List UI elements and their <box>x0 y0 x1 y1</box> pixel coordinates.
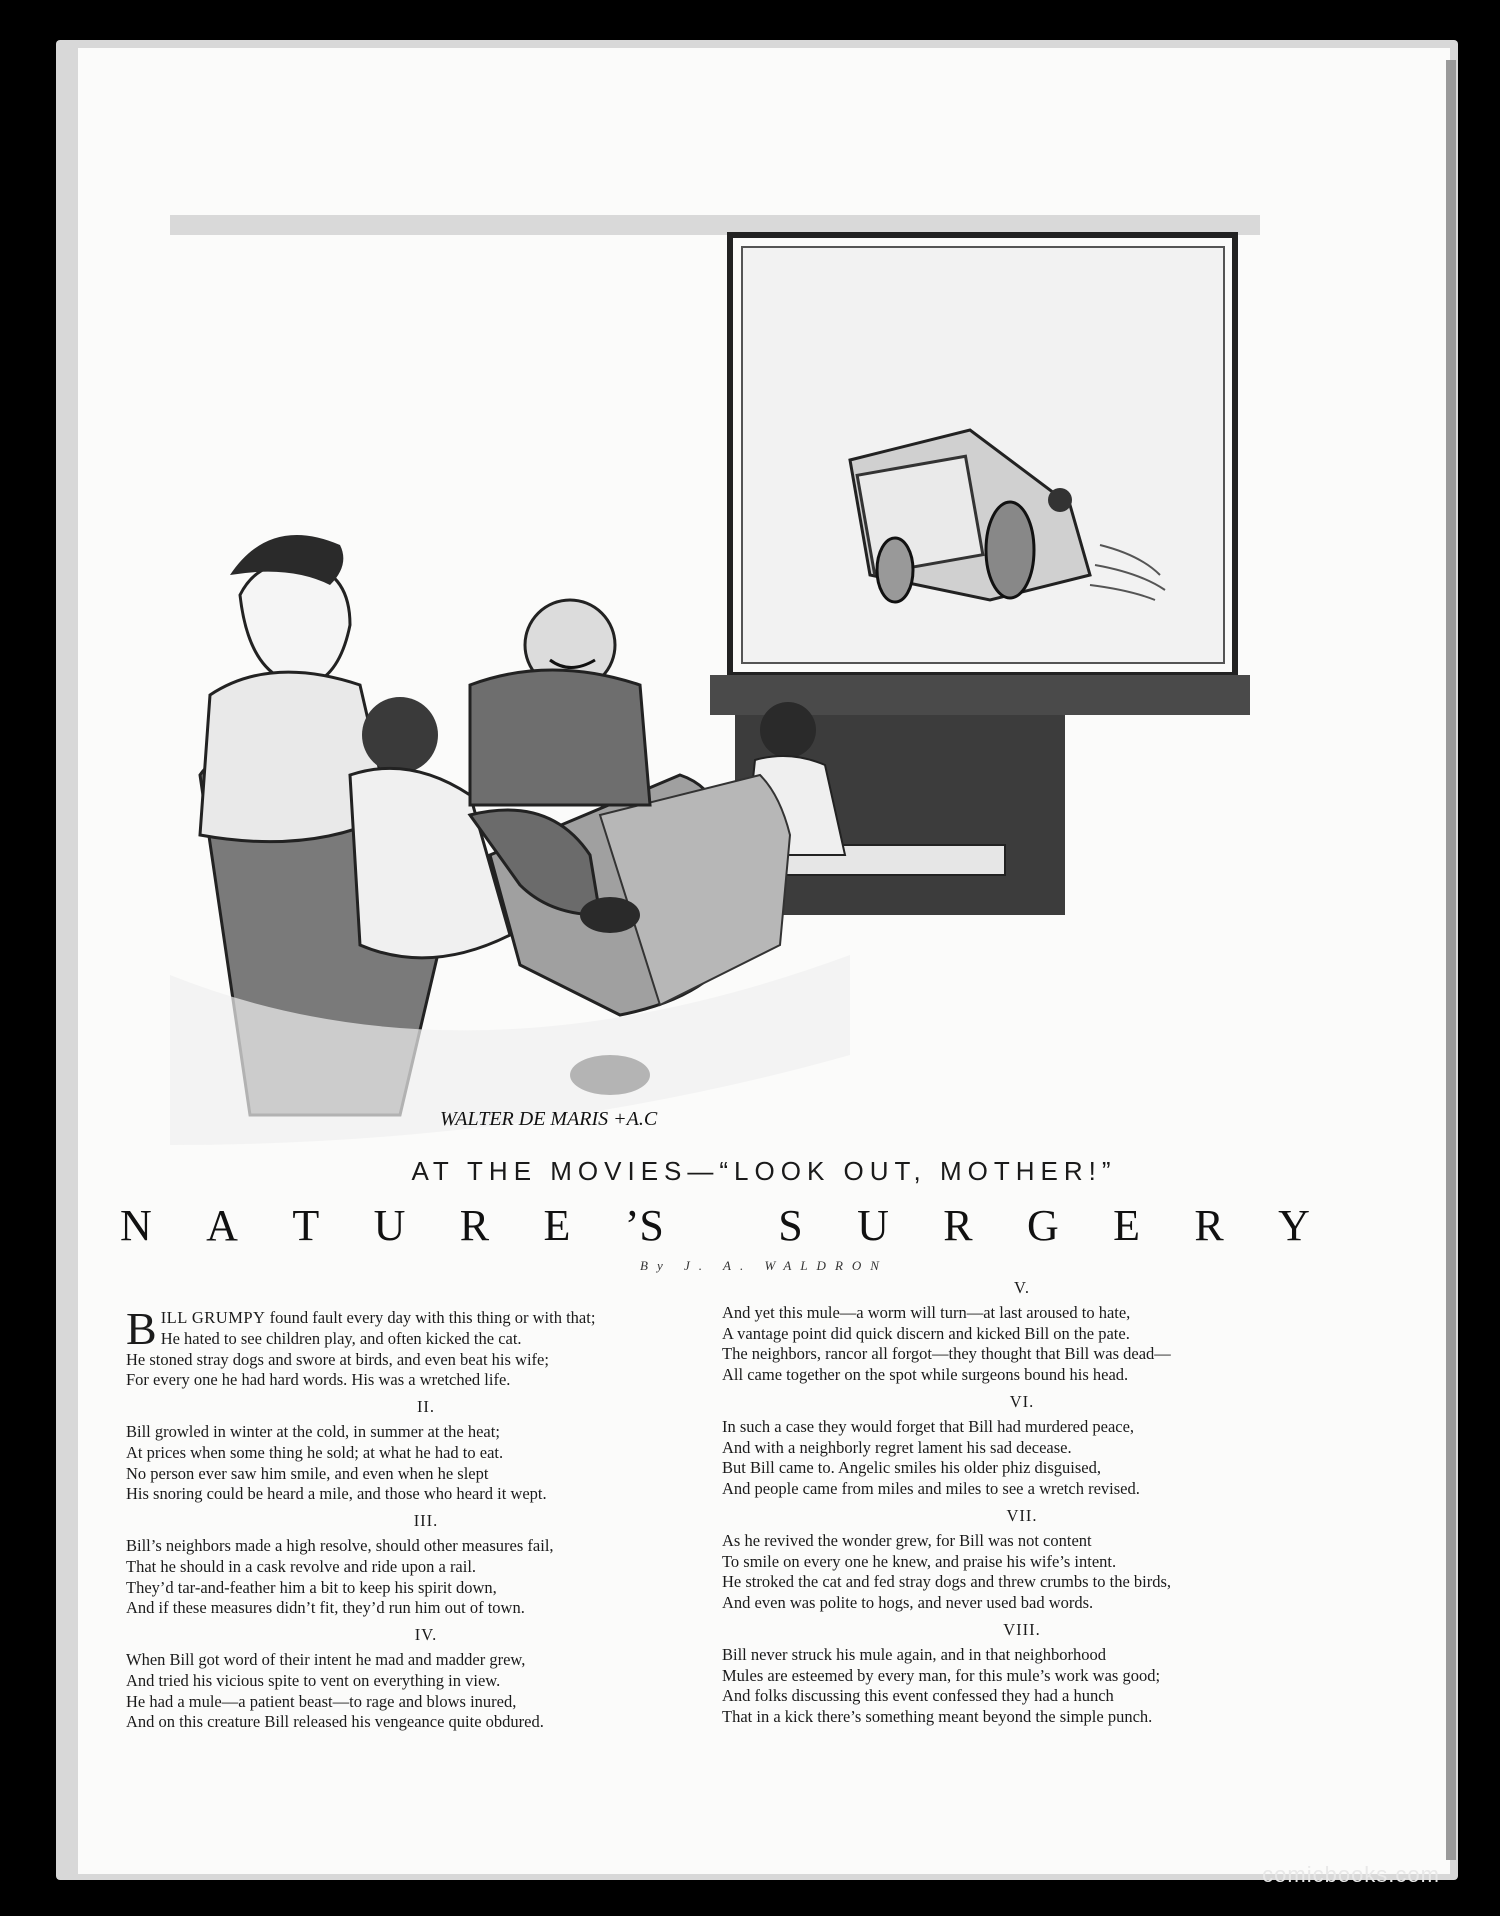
stanza-numeral: VIII. <box>1003 1619 1041 1639</box>
stanza-6 <box>722 1417 1322 1500</box>
stanza-1 <box>126 1303 726 1391</box>
binding-strip <box>1446 60 1456 1860</box>
byline: By J. A. WALDRON <box>640 1258 888 1273</box>
title-letter: U <box>373 1201 406 1250</box>
title-letter: S <box>778 1201 803 1250</box>
poem-title <box>120 1200 1310 1251</box>
stanza-line: And with a neighborly regret lament his sad decease. <box>722 1437 1072 1457</box>
stanza-line: And folks discussing this event confessed they had a hunch <box>722 1686 1114 1706</box>
laughing-man-figure <box>470 600 650 805</box>
opening-words: ILL GRUMPY <box>160 1308 266 1327</box>
stanza-line: His snoring could be heard a mile, and those who heard it wept. <box>126 1484 547 1504</box>
movie-theater-illustration <box>170 215 1260 1145</box>
title-letter: T <box>292 1201 320 1250</box>
stanza-line: As he revived the wonder grew, for Bill was not content <box>722 1530 1092 1550</box>
title-letter: A <box>206 1201 238 1250</box>
stanza-line: And even was polite to hogs, and never used bad words. <box>722 1593 1094 1613</box>
title-letter: U <box>857 1201 889 1250</box>
stanza-5 <box>722 1303 1322 1386</box>
site-watermark: comicbooks.com <box>1262 1862 1440 1887</box>
stanza-line: And yet this mule—a worm will turn—at last aroused to hate, <box>722 1302 1131 1322</box>
stanza-line: He stoned stray dogs and swore at birds, and even beat his wife; <box>126 1349 549 1369</box>
stanza-line: The neighbors, rancor all forgot—they thought that Bill was dead— <box>722 1344 1171 1364</box>
stanza-numeral: V. <box>1014 1278 1030 1297</box>
title-letter: E <box>543 1201 571 1250</box>
stanza-line: And if these measures didn’t fit, they’d run him out of town. <box>126 1598 525 1618</box>
stanza-line: found fault every day with this thing or with that; <box>265 1308 596 1327</box>
stanza-line: That in a kick there’s something meant beyond the simple punch. <box>722 1707 1153 1727</box>
stanza-line: When Bill got word of their intent he mad and madder grew, <box>126 1649 526 1669</box>
stanza-line: He stroked the cat and fed stray dogs and threw crumbs to the birds, <box>722 1572 1172 1592</box>
title-letter: R <box>1194 1201 1224 1250</box>
title-letter: R <box>459 1201 490 1250</box>
stanza-line: No person ever saw him smile, and even when he slept <box>126 1463 489 1483</box>
stanza-numeral: II. <box>416 1397 436 1417</box>
stanza-line: That he should in a cask revolve and ride upon a rail. <box>126 1556 477 1576</box>
stanza-line: They’d tar-and-feather him a bit to keep his spirit down, <box>126 1577 497 1597</box>
stanza-numeral: IV. <box>414 1625 438 1645</box>
stanza-numeral: VI. <box>1009 1391 1035 1411</box>
artist-signature: WALTER DE MARIS +A.C <box>440 1108 658 1130</box>
stanza-numeral: VII. <box>1006 1505 1038 1525</box>
stanza-8 <box>722 1645 1322 1728</box>
stanza-line: To smile on every one he knew, and praise his wife’s intent. <box>722 1551 1117 1571</box>
stanza-line: In such a case they would forget that Bill had murdered peace, <box>722 1416 1135 1436</box>
title-letter: N <box>120 1201 152 1250</box>
stanza-3 <box>126 1536 726 1619</box>
illustration-caption: AT THE MOVIES—“LOOK OUT, MOTHER!” <box>411 1156 1117 1186</box>
stanza-line: Bill’s neighbors made a high resolve, should other measures fail, <box>126 1535 554 1555</box>
stanza-2 <box>126 1422 726 1505</box>
stanza-4 <box>126 1650 726 1733</box>
drop-cap: B <box>126 1303 157 1354</box>
poem-right-column <box>722 1278 1322 1728</box>
stanza-line: And on this creature Bill released his vengeance quite obdured. <box>126 1712 544 1732</box>
stanza-line: Bill never struck his mule again, and in that neighborhood <box>722 1644 1107 1664</box>
stanza-line: But Bill came to. Angelic smiles his older phiz disguised, <box>722 1458 1102 1478</box>
stanza-line: Bill growled in winter at the cold, in summer at the heat; <box>126 1421 500 1441</box>
title-letter: E <box>1113 1201 1141 1250</box>
stanza-numeral: III. <box>413 1511 439 1531</box>
stanza-line: A vantage point did quick discern and kicked Bill on the pate. <box>722 1323 1130 1343</box>
stanza-7 <box>722 1531 1322 1614</box>
stanza-line: He had a mule—a patient beast—to rage and blows inured, <box>126 1691 517 1711</box>
stanza-line: And tried his vicious spite to vent on everything in view. <box>126 1670 501 1690</box>
stanza-line: He hated to see children play, and often kicked the cat. <box>160 1328 522 1348</box>
title-letter: G <box>1026 1201 1059 1250</box>
stanza-line: Mules are esteemed by every man, for this mule’s work was good; <box>722 1665 1161 1685</box>
stanza-line: At prices when some thing he sold; at what he had to eat. <box>126 1442 504 1462</box>
stanza-line: For every one he had hard words. His was a wretched life. <box>126 1370 511 1390</box>
poem-left-column <box>126 1278 726 1733</box>
stanza-line: And people came from miles and miles to see a wretch revised. <box>722 1479 1140 1499</box>
title-letter: Y <box>1278 1201 1310 1250</box>
title-letter: ’S <box>624 1201 664 1250</box>
title-letter: R <box>943 1201 973 1250</box>
stanza-line: All came together on the spot while surgeons bound his head. <box>722 1365 1129 1385</box>
